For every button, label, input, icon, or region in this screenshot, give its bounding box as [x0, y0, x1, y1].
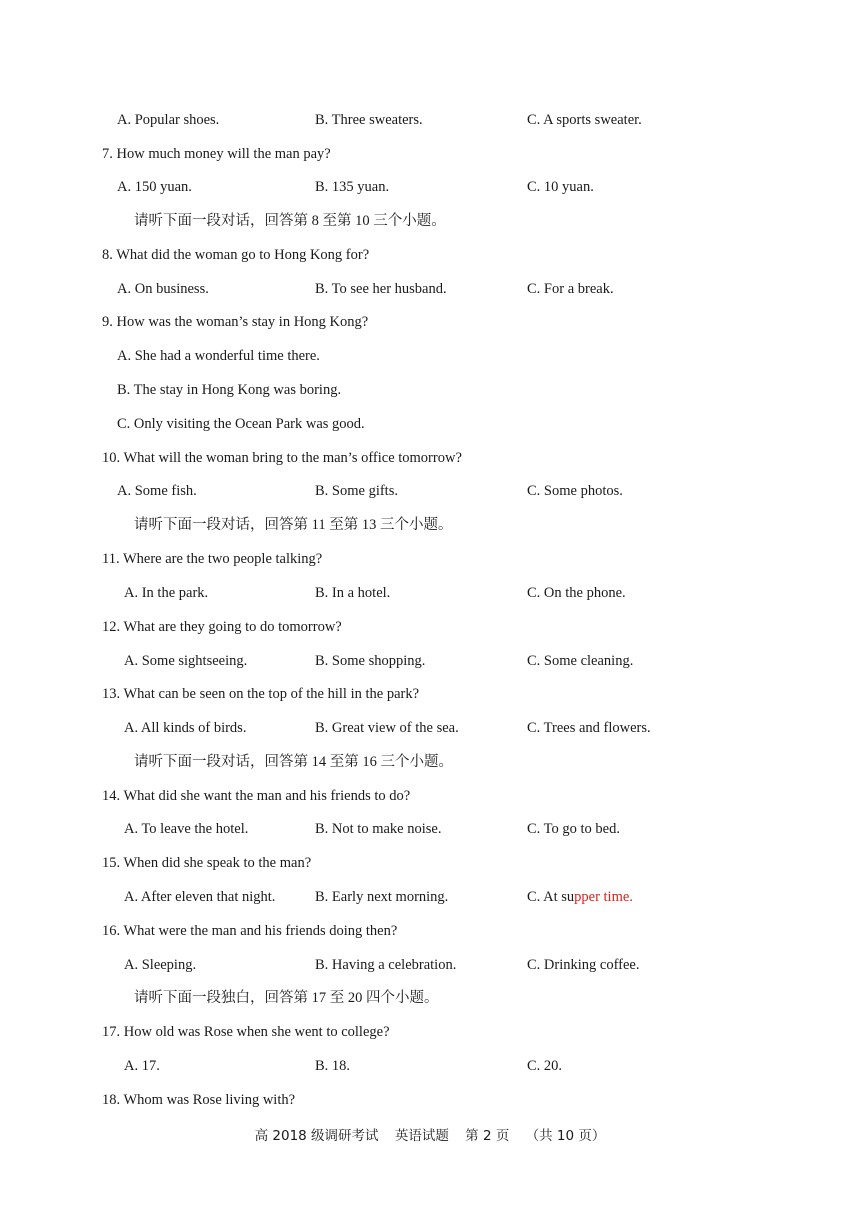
q9-option-c: C. Only visiting the Ocean Park was good.: [117, 416, 365, 432]
q8-option-a: A. On business.: [117, 281, 209, 297]
q15-question: 15. When did she speak to the man?: [102, 855, 312, 871]
q16-option-b: B. Having a celebration.: [315, 957, 457, 973]
q9-option-b-row: [0, 380, 860, 400]
q10-question: 10. What will the woman bring to the man’s office tomorrow?: [102, 450, 462, 466]
q17-question: 17. How old was Rose when she went to college?: [102, 1024, 390, 1040]
q15-option-b: B. Early next morning.: [315, 889, 449, 905]
q8-option-c: C. For a break.: [527, 281, 614, 297]
q8-options: [0, 279, 860, 299]
q13-option-b: B. Great view of the sea.: [315, 720, 459, 736]
q11-options: [0, 583, 860, 603]
instruction-17-20: 请听下面一段独白，回答第 17 至 20 四个小题。: [134, 990, 439, 1006]
q16-option-c: C. Drinking coffee.: [527, 957, 640, 973]
q17-option-a: A. 17.: [124, 1058, 160, 1074]
q13-option-c: C. Trees and flowers.: [527, 720, 651, 736]
q11-option-a: A. In the park.: [124, 585, 209, 601]
footer-subject: 英语试题: [394, 1128, 449, 1144]
instruction-8-10: 请听下面一段对话，回答第 8 至第 10 三个小题。: [134, 213, 446, 229]
q6-options: [0, 110, 860, 130]
q16-options: [0, 955, 860, 975]
q18-question: 18. Whom was Rose living with?: [102, 1092, 296, 1108]
q7-option-a: A. 150 yuan.: [117, 179, 192, 195]
q13-options: [0, 718, 860, 738]
q10-option-b: B. Some gifts.: [315, 483, 398, 499]
q16-option-a: A. Sleeping.: [124, 957, 197, 973]
q12-question: 12. What are they going to do tomorrow?: [102, 619, 342, 635]
q7-options: [0, 177, 860, 197]
q6-option-a: A. Popular shoes.: [117, 112, 220, 128]
q15-option-c-prefix: C. At su: [527, 889, 575, 905]
q15-option-c: [527, 887, 633, 907]
q17-options: [0, 1056, 860, 1076]
q12-option-a: A. Some sightseeing.: [124, 653, 248, 669]
q8-option-b: B. To see her husband.: [315, 281, 447, 297]
q11-option-c: C. On the phone.: [527, 585, 626, 601]
q14-option-c: C. To go to bed.: [527, 821, 620, 837]
q10-options: [0, 481, 860, 501]
instruction-11-13: 请听下面一段对话，回答第 11 至第 13 三个小题。: [134, 517, 453, 533]
q12-option-b: B. Some shopping.: [315, 653, 426, 669]
q11-option-b: B. In a hotel.: [315, 585, 391, 601]
q17-option-b: B. 18.: [315, 1058, 351, 1074]
q9-option-b: B. The stay in Hong Kong was boring.: [117, 382, 342, 398]
q14-options: [0, 819, 860, 839]
q7-option-b: B. 135 yuan.: [315, 179, 390, 195]
q10-option-c: C. Some photos.: [527, 483, 623, 499]
q10-option-a: A. Some fish.: [117, 483, 197, 499]
q14-question: 14. What did she want the man and his friends to do?: [102, 788, 411, 804]
footer-exam-name: 高 2018 级调研考试: [254, 1128, 379, 1144]
q13-option-a: A. All kinds of birds.: [124, 720, 247, 736]
q7-option-c: C. 10 yuan.: [527, 179, 594, 195]
q9-option-a-row: [0, 346, 860, 366]
instruction-14-16: 请听下面一段对话，回答第 14 至第 16 三个小题。: [134, 754, 453, 770]
q12-option-c: C. Some cleaning.: [527, 653, 634, 669]
q14-option-b: B. Not to make noise.: [315, 821, 442, 837]
q16-question: 16. What were the man and his friends doing then?: [102, 923, 398, 939]
q14-option-a: A. To leave the hotel.: [124, 821, 249, 837]
q9-option-a: A. She had a wonderful time there.: [117, 348, 320, 364]
footer-total-pages: （共 10 页）: [525, 1128, 606, 1144]
q8-question: 8. What did the woman go to Hong Kong for?: [102, 247, 370, 263]
page-footer: [0, 1126, 860, 1146]
footer-page-number: 第 2 页: [465, 1128, 510, 1144]
q6-option-c: C. A sports sweater.: [527, 112, 642, 128]
q6-option-b: B. Three sweaters.: [315, 112, 423, 128]
q7-question: 7. How much money will the man pay?: [102, 146, 331, 162]
q9-option-c-row: [0, 414, 860, 434]
q13-question: 13. What can be seen on the top of the hill in the park?: [102, 686, 420, 702]
q12-options: [0, 651, 860, 671]
q9-question: 9. How was the woman’s stay in Hong Kong?: [102, 314, 369, 330]
q15-option-c-highlight: pper time.: [574, 889, 633, 905]
q11-question: 11. Where are the two people talking?: [102, 551, 323, 567]
q15-options: [0, 887, 860, 907]
q15-option-a: A. After eleven that night.: [124, 889, 276, 905]
q17-option-c: C. 20.: [527, 1058, 563, 1074]
